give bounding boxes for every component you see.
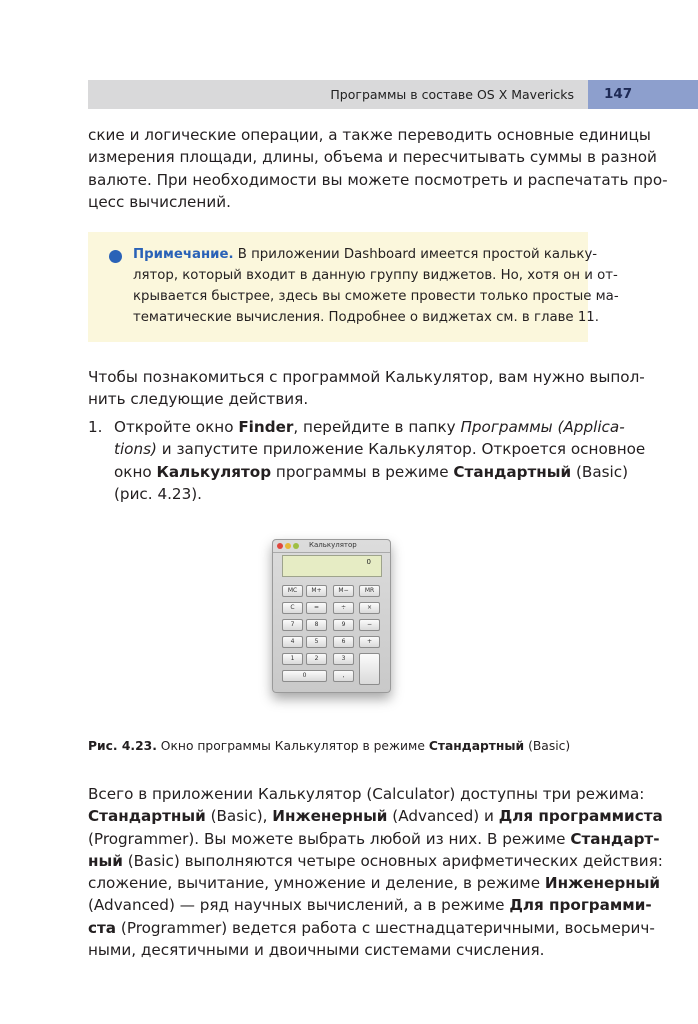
key-minus: − [359, 619, 380, 631]
text-line: цесс вычислений. [88, 192, 231, 211]
key-1: 1 [282, 653, 303, 665]
text-line: Всего в приложении Калькулятор (Calculator) доступны три режима: [88, 785, 645, 803]
note-line: тематические вычисления. Подробнее о виджетах см. в главе 11. [133, 310, 599, 325]
text-line: ными, десятичными и двоичными системами счисления. [88, 941, 545, 960]
caption-label: Рис. 4.23. [88, 739, 157, 753]
step-text: Откройте окно [114, 418, 239, 436]
text-run: (Programmer) ведется работа с шестнадцатеричными, восьмерич- [116, 918, 655, 937]
note-bullet-icon [109, 250, 122, 263]
caption-text: (Basic) [524, 739, 571, 753]
text-run: (Advanced) и [387, 807, 499, 826]
text-line: ские и логические операции, а также переводить основные единицы [88, 126, 651, 144]
calculator-title: Калькулятор [309, 541, 357, 549]
zoom-window-icon [293, 543, 299, 549]
key-8: 8 [306, 619, 327, 631]
key-3: 3 [333, 653, 354, 665]
key-6: 6 [333, 636, 354, 648]
key-m-minus: M− [333, 585, 354, 597]
step-bold: Стандартный [453, 462, 572, 481]
key-decimal: , [333, 670, 354, 682]
key-9: 9 [333, 619, 354, 631]
key-enter [359, 653, 380, 685]
note-line: крывается быстрее, здесь вы сможете провести только простые ма- [133, 289, 619, 304]
step-text: , перейдите в папку [293, 418, 461, 436]
text-bold: Инженерный [544, 874, 661, 893]
note-box [88, 232, 619, 342]
close-window-icon [277, 543, 283, 549]
intro-paragraph [88, 124, 668, 213]
text-run: сложение, вычитание, умножение и деление, в режиме [88, 874, 545, 893]
text-line [88, 850, 663, 872]
note-label: Примечание. [133, 247, 234, 262]
key-4: 4 [282, 636, 303, 648]
step-bold: Калькулятор [156, 462, 272, 481]
modes-paragraph [88, 783, 663, 961]
figure-caption [88, 737, 608, 755]
text-line: Чтобы познакомиться с программой Калькулятор, вам нужно выпол- [88, 368, 645, 386]
key-plus: + [359, 636, 380, 648]
text-bold: Инженерный [272, 807, 388, 826]
text-line [88, 917, 655, 939]
text-bold: Для программиста [498, 807, 663, 826]
step-body [114, 416, 646, 505]
text-run: (Basic), [205, 807, 273, 826]
text-line [88, 894, 652, 916]
step-number: 1. [88, 418, 103, 436]
page-number: 147 [604, 86, 633, 102]
step-bold: Finder [238, 418, 294, 436]
page-number-box [588, 80, 698, 109]
note-text [133, 244, 619, 328]
text-line [88, 805, 663, 827]
step-line [114, 438, 646, 460]
text-run: (Programmer). Вы можете выбрать любой из них. В режиме [88, 829, 571, 848]
key-0: 0 [282, 670, 327, 682]
minimize-window-icon [285, 543, 291, 549]
note-line: лятор, который входит в данную группу виджетов. Но, хотя он и от- [133, 268, 618, 283]
text-bold: Стандарт- [570, 829, 660, 848]
key-m-plus: M+ [306, 585, 327, 597]
key-mr: MR [359, 585, 380, 597]
text-bold: ный [88, 851, 123, 870]
text-line: валюте. При необходимости вы можете посмотреть и распечатать про- [88, 170, 668, 189]
step-italic: Программы (Applica- [460, 418, 625, 436]
note-line [133, 244, 598, 265]
text-line [88, 872, 661, 894]
display-value: 0 [366, 558, 371, 566]
step-line: (рис. 4.23). [114, 484, 203, 503]
step-line [114, 461, 629, 483]
step-line [114, 416, 625, 438]
running-header [88, 80, 588, 109]
text-bold: ста [88, 918, 117, 937]
text-run: (Basic) выполняются четыре основных арифметических действия: [122, 851, 663, 870]
text-bold: Стандартный [88, 807, 206, 826]
text-run: (Advanced) — ряд научных вычислений, а в режиме [88, 896, 510, 915]
key-divide: ÷ [333, 602, 354, 614]
text-bold: Для программи- [509, 896, 652, 915]
step-text: программы в режиме [271, 462, 454, 481]
key-mc: MC [282, 585, 303, 597]
key-clear: C [282, 602, 303, 614]
text-line: нить следующие действия. [88, 390, 309, 409]
step-text: (Basic) [571, 462, 629, 481]
step-italic: tions) [114, 440, 157, 459]
note-line-text: В приложении Dashboard имеется простой кальку- [233, 247, 598, 262]
key-7: 7 [282, 619, 303, 631]
calculator-title-bar [273, 540, 390, 553]
key-equals: = [306, 602, 327, 614]
step-text: окно [114, 462, 157, 481]
key-2: 2 [306, 653, 327, 665]
calculator-window-figure [272, 539, 391, 693]
caption-text: Окно программы Калькулятор в режиме [156, 739, 429, 753]
calculator-display [282, 555, 382, 577]
key-5: 5 [306, 636, 327, 648]
lead-paragraph [88, 366, 645, 411]
header-title: Программы в составе OS X Mavericks [330, 87, 574, 102]
step-text: и запустите приложение Калькулятор. Откроется основное [156, 440, 646, 459]
caption-bold: Стандартный [428, 739, 525, 753]
text-line [88, 828, 660, 850]
key-multiply: × [359, 602, 380, 614]
text-line: измерения площади, длины, объема и пересчитывать суммы в разной [88, 148, 657, 167]
